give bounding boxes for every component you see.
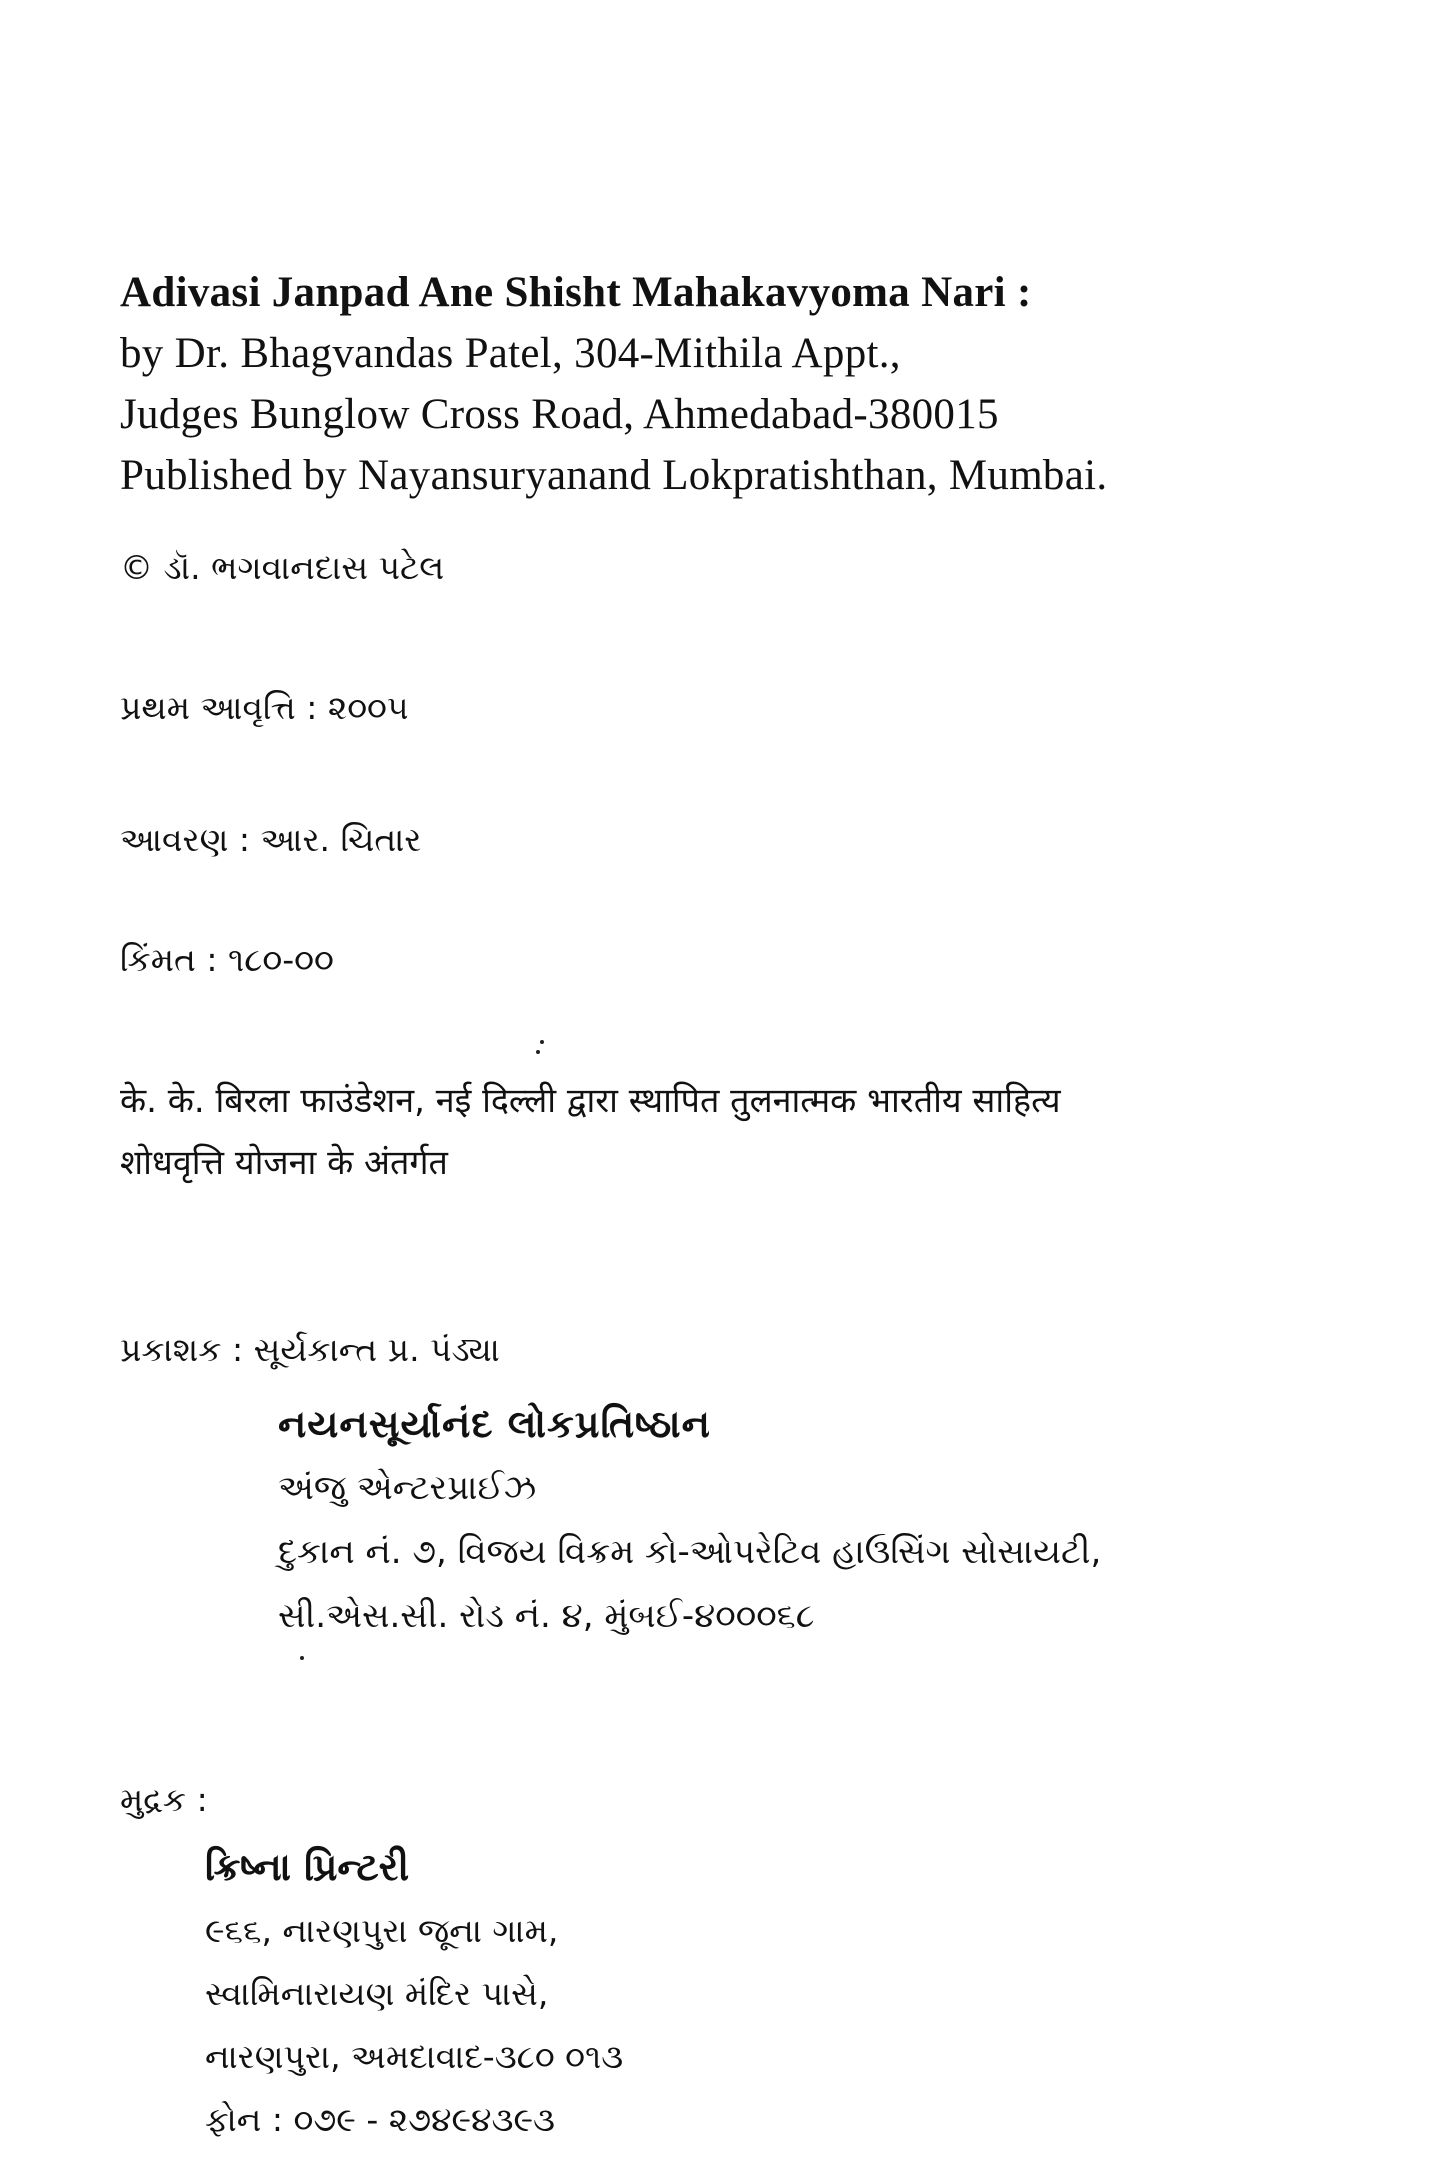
publisher-address-block <box>278 1392 1101 1648</box>
publisher-address-line-3: સી.એસ.સી. રોડ નં. ૪, મુંબઈ-૪૦૦૦૬૮ <box>278 1596 815 1636</box>
printer-address-line-2: સ્વામિનારાયણ મંદિર પાસે, <box>205 1974 549 2013</box>
hindi-grant-note <box>120 1070 1061 1194</box>
copyright-line: © ડૉ. ભગવાનદાસ પટેલ <box>120 548 445 587</box>
publisher-label <box>120 1330 500 1370</box>
address-line: Judges Bunglow Cross Road, Ahmedabad-380015 <box>120 391 999 438</box>
publisher-address-line-1: અંજુ એન્ટરપ્રાઈઝ <box>278 1468 537 1508</box>
publisher-heading: પ્રકાશક : સૂર્યકાન્ત પ્ર. પંડ્યા <box>120 1330 500 1369</box>
edition-line: પ્રથમ આવૃત્તિ : ૨૦૦૫ <box>120 688 409 727</box>
speck-mark <box>536 1050 540 1054</box>
speck-mark <box>300 1656 304 1660</box>
publisher-line: Published by Nayansuryanand Lokpratishthan, Mumbai. <box>120 452 1108 499</box>
english-imprint-block <box>120 262 1107 506</box>
book-title: Adivasi Janpad Ane Shisht Mahakavyoma Nari : <box>120 269 1032 316</box>
publisher-address-line-2: દુકાન નં. ૭, વિજય વિક્રમ કો-ઓપરેટિવ હાઉસિંગ સોસાયટી, <box>278 1532 1102 1572</box>
hindi-line-1: के. के. बिरला फाउंडेशन, नई दिल्ली द्वारा स्थापित तुलनात्मक भारतीय साहित्य <box>120 1081 1061 1121</box>
cover-credit-line: આવરણ : આર. ચિતાર <box>120 820 422 859</box>
speck-mark <box>540 1040 544 1044</box>
publisher-org-name: નયનસૂર્યાનંદ લોકપ્રતિષ્ઠાન <box>278 1402 711 1446</box>
printer-address-line-3: નારણપુરા, અમદાવાદ-૩૮૦ ૦૧૩ <box>205 2037 624 2076</box>
printer-address-line-1: ૯૬૬, નારણપુરા જૂના ગામ, <box>205 1911 559 1950</box>
hindi-line-2: शोधवृत्ति योजना के अंतर्गत <box>120 1143 448 1183</box>
price-line: કિંમત : ૧૮૦-૦૦ <box>120 940 334 979</box>
printer-phone: ફોન : ૦૭૯ - ૨૭૪૯૪૩૯૩ <box>205 2100 555 2139</box>
printer-name: ક્રિષ્ના પ્રિન્ટરી <box>205 1845 410 1889</box>
printer-address-block <box>205 1836 623 2151</box>
author-address-line: by Dr. Bhagvandas Patel, 304-Mithila Appt., <box>120 330 901 377</box>
printer-heading: મુદ્રક : <box>120 1780 208 1819</box>
